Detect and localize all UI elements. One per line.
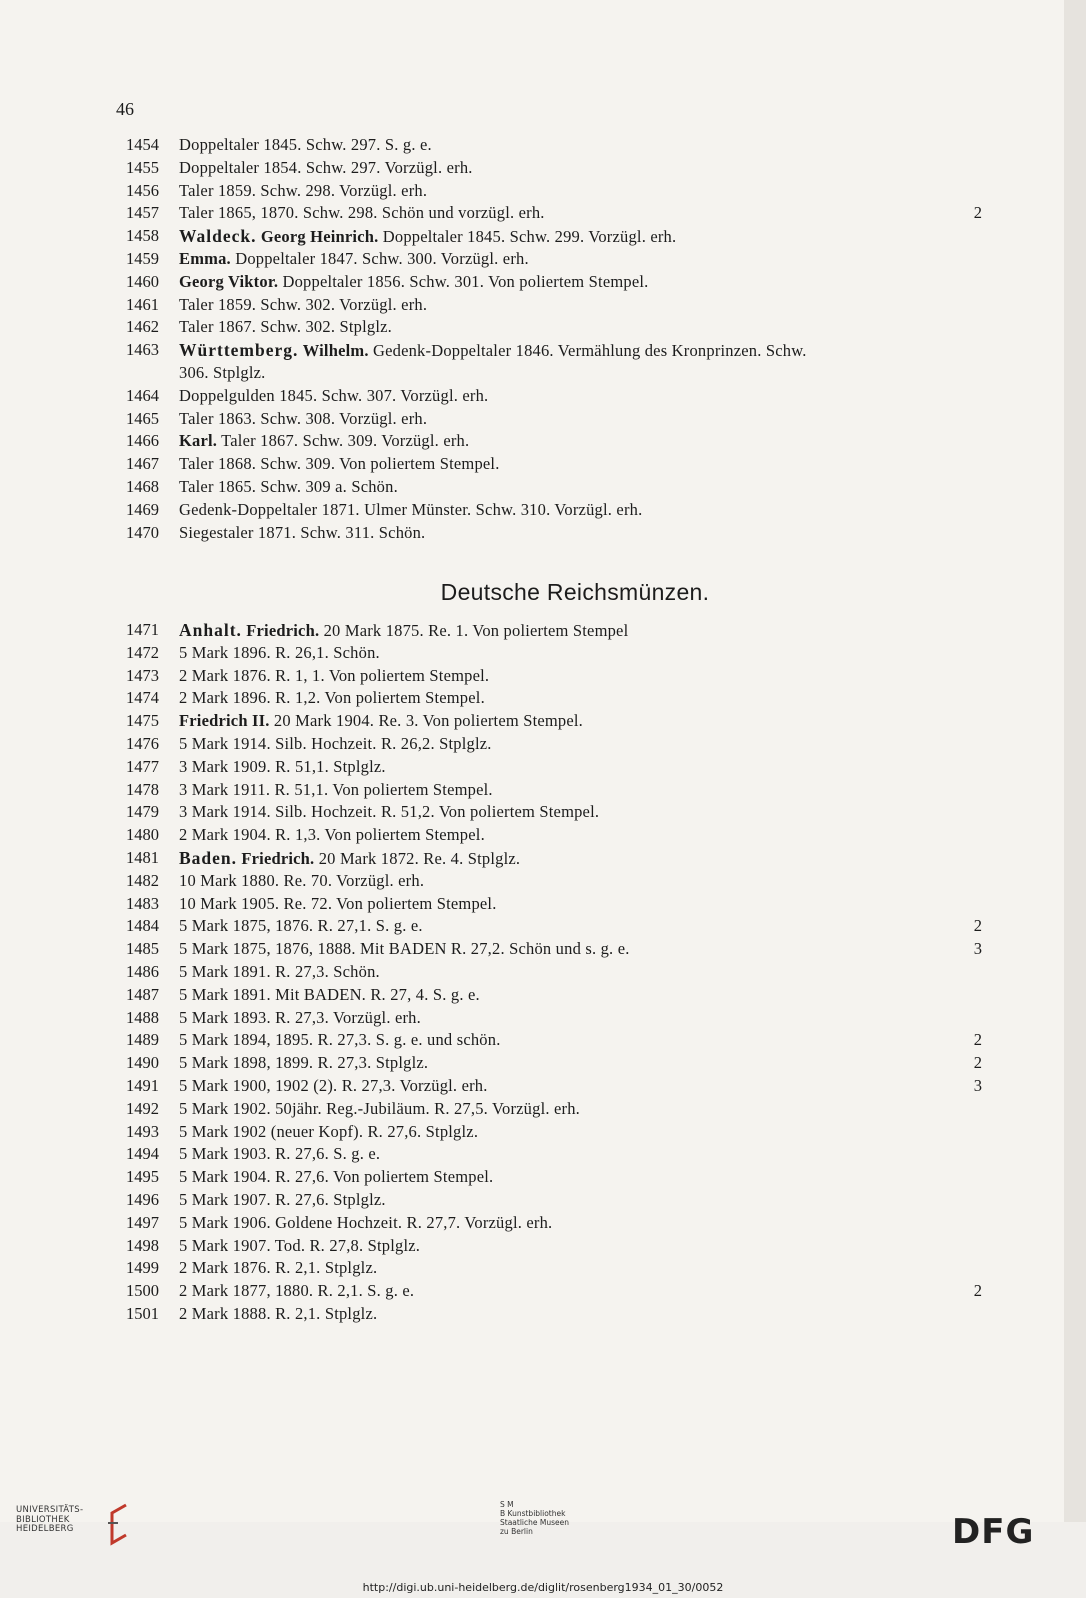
description-text: Doppeltaler 1847. Schw. 300. Vorzügl. erh. <box>230 249 529 268</box>
lot-description <box>179 1189 386 1211</box>
lot-number: 1498 <box>126 1235 159 1255</box>
lot-number: 1469 <box>126 499 159 519</box>
lot-number: 1471 <box>126 620 159 639</box>
region-heading: Anhalt. <box>179 620 242 640</box>
lot-description <box>179 134 432 156</box>
lot-number: 1486 <box>126 962 159 981</box>
lot-description <box>179 476 398 498</box>
lot-description <box>179 157 473 179</box>
lot-number: 1477 <box>126 756 159 776</box>
region-heading: Baden. <box>179 848 238 868</box>
museum-logo[interactable] <box>500 1500 569 1536</box>
lot-number: 1456 <box>126 180 159 200</box>
lot-number: 1494 <box>126 1144 159 1164</box>
lot-description <box>179 801 599 823</box>
lot-number: 1480 <box>126 825 159 845</box>
lot-number: 1474 <box>126 688 159 708</box>
lot-number: 1501 <box>126 1304 159 1323</box>
description-text: Taler 1859. Schw. 298. Vorzügl. erh. <box>179 180 428 200</box>
lot-quantity: 2 <box>973 1030 982 1050</box>
library-logo-icon <box>106 1503 128 1547</box>
lot-number: 1461 <box>126 294 159 314</box>
lot-number: 1468 <box>126 477 159 496</box>
lot-description <box>179 984 480 1006</box>
lot-description <box>179 687 485 709</box>
lot-number: 1475 <box>126 711 159 731</box>
region-heading: Waldeck. <box>179 226 257 247</box>
page-edge <box>1064 0 1086 1522</box>
lot-description <box>179 847 520 870</box>
museum-logo-line: Staatliche Museen <box>500 1518 569 1527</box>
lot-description <box>179 1143 380 1165</box>
lot-number: 1454 <box>126 135 159 154</box>
lot-description <box>179 1052 428 1074</box>
lot-description <box>179 1212 552 1234</box>
lot-description <box>179 1098 580 1120</box>
description-text: 20 Mark 1904. Re. 3. Von poliertem Stempel. <box>269 711 584 731</box>
lot-description <box>179 1007 421 1029</box>
description-text: Doppeltaler 1854. Schw. 297. Vorzügl. erh. <box>179 157 473 177</box>
description-text: Doppeltaler 1845. Schw. 299. Vorzügl. erh. <box>378 227 677 247</box>
description-text: 2 Mark 1888. R. 2,1. Stplglz. <box>179 1304 378 1323</box>
description-text: Doppeltaler 1845. Schw. 297. S. g. e. <box>179 135 432 154</box>
lot-description <box>179 1257 377 1279</box>
description-text: 2 Mark 1877, 1880. R. 2,1. S. g. e. <box>179 1281 415 1301</box>
lot-number: 1470 <box>126 522 159 542</box>
lot-number: 1496 <box>126 1190 159 1209</box>
lot-quantity: 3 <box>973 939 982 959</box>
lot-description <box>179 915 423 937</box>
lot-number: 1466 <box>126 431 159 451</box>
ruler-name: Wilhelm. <box>302 341 369 361</box>
lot-description <box>179 408 427 430</box>
lot-number: 1481 <box>126 848 159 867</box>
lot-number: 1467 <box>126 454 159 474</box>
description-text: 3 Mark 1914. Silb. Hochzeit. R. 51,2. Von poliertem Stempel. <box>179 802 600 822</box>
lot-number: 1499 <box>126 1258 159 1278</box>
description-text: 5 Mark 1907. Tod. R. 27,8. Stplglz. <box>179 1235 421 1255</box>
library-logo-line: UNIVERSITÄTS- <box>16 1505 84 1515</box>
lot-number: 1457 <box>126 203 159 223</box>
description-text: Taler 1863. Schw. 308. Vorzügl. erh. <box>179 408 428 428</box>
lot-number: 1463 <box>126 340 159 360</box>
lot-description <box>179 642 380 664</box>
description-text: Siegestaler 1871. Schw. 311. Schön. <box>179 522 426 542</box>
library-logo-line: HEIDELBERG <box>16 1524 74 1534</box>
lot-number: 1497 <box>126 1212 159 1232</box>
description-text: 5 Mark 1903. R. 27,6. S. g. e. <box>179 1144 381 1164</box>
lot-description <box>179 1075 488 1097</box>
ruler-name: Karl. <box>179 431 218 451</box>
lot-description <box>179 248 529 270</box>
lot-description <box>179 180 427 202</box>
description-text: Gedenk-Doppeltaler 1871. Ulmer Münster. Schw. 310. Vorzügl. erh. <box>179 499 643 519</box>
section-title: Deutsche Reichsmünzen. <box>440 579 710 605</box>
lot-description <box>179 733 492 755</box>
lot-description <box>179 1166 493 1188</box>
lot-description-continued: 306. Stplglz. <box>179 363 266 382</box>
lot-number: 1492 <box>126 1098 159 1118</box>
description-text: 5 Mark 1906. Goldene Hochzeit. R. 27,7. Vorzügl. erh. <box>179 1212 553 1232</box>
description-text: Taler 1867. Schw. 309. Vorzügl. erh. <box>217 431 470 451</box>
museum-logo-line: B Kunstbibliothek <box>500 1509 566 1518</box>
lot-description <box>179 522 425 544</box>
lot-description <box>179 271 648 293</box>
lot-number: 1479 <box>126 802 159 822</box>
description-text: 5 Mark 1875, 1876, 1888. Mit BADEN R. 27,2. Schön und s. g. e. <box>179 939 630 959</box>
ruler-name: Friedrich. <box>246 621 320 640</box>
lot-description <box>179 499 642 521</box>
lot-description <box>179 453 500 475</box>
lot-description <box>179 1121 478 1143</box>
region-heading: Württemberg. <box>179 340 299 361</box>
description-text: 3 Mark 1911. R. 51,1. Von poliertem Stempel. <box>179 779 493 799</box>
description-text: Taler 1865, 1870. Schw. 298. Schön und vorzügl. erh. <box>179 203 545 223</box>
lot-description <box>179 824 485 846</box>
lot-quantity: 2 <box>973 1053 982 1073</box>
lot-quantity: 3 <box>973 1076 982 1095</box>
permalink-url[interactable]: http://digi.ub.uni-heidelberg.de/diglit/rosenberg1934_01_30/0052 <box>362 1581 724 1594</box>
description-text: 2 Mark 1876. R. 1, 1. Von poliertem Stempel. <box>179 665 490 685</box>
description-text: 5 Mark 1907. R. 27,6. Stplglz. <box>179 1190 386 1209</box>
description-text: Taler 1865. Schw. 309 a. Schön. <box>179 477 398 496</box>
lot-description <box>179 710 583 732</box>
lot-description <box>179 1303 377 1325</box>
lot-description <box>179 202 545 224</box>
description-text: 5 Mark 1893. R. 27,3. Vorzügl. erh. <box>179 1007 421 1027</box>
lot-quantity: 2 <box>973 916 982 936</box>
description-text: Doppeltaler 1856. Schw. 301. Von poliertem Stempel. <box>278 271 649 291</box>
lot-number: 1472 <box>126 642 159 662</box>
description-text: 2 Mark 1896. R. 1,2. Von poliertem Stempel. <box>179 688 485 708</box>
lot-description <box>179 1029 501 1051</box>
lot-quantity: 2 <box>973 203 982 223</box>
description-text: 10 Mark 1905. Re. 72. Von poliertem Stempel. <box>179 893 497 913</box>
lot-description <box>179 938 630 960</box>
description-text: Taler 1868. Schw. 309. Von poliertem Stempel. <box>179 454 500 474</box>
dfg-logo[interactable]: DFG <box>952 1512 1035 1552</box>
lot-number: 1490 <box>126 1053 159 1073</box>
ruler-name: Georg Heinrich. <box>260 227 379 247</box>
description-text: 5 Mark 1904. R. 27,6. Von poliertem Stempel. <box>179 1167 494 1187</box>
description-text: Taler 1867. Schw. 302. Stplglz. <box>179 317 392 337</box>
lot-description <box>179 430 469 452</box>
description-text: 10 Mark 1880. Re. 70. Vorzügl. erh. <box>179 870 425 890</box>
description-text: 2 Mark 1904. R. 1,3. Von poliertem Stempel. <box>179 825 485 845</box>
lot-number: 1476 <box>126 734 159 753</box>
lot-description <box>179 1280 414 1302</box>
ruler-name: Friedrich II. <box>179 711 270 731</box>
page-number: 46 <box>116 99 134 119</box>
lot-number: 1465 <box>126 408 159 428</box>
library-logo-line: BIBLIOTHEK <box>16 1514 70 1525</box>
lot-description <box>179 1235 420 1257</box>
ruler-name: Georg Viktor. <box>179 271 279 291</box>
lot-quantity: 2 <box>973 1281 982 1301</box>
lot-number: 1460 <box>126 271 159 291</box>
description-text: 5 Mark 1902 (neuer Kopf). R. 27,6. Stplglz. <box>179 1121 479 1141</box>
description-text: 5 Mark 1902. 50jähr. Reg.-Jubiläum. R. 27,5. Vorzügl. erh. <box>179 1098 580 1118</box>
lot-number: 1493 <box>126 1121 159 1141</box>
ruler-name: Emma. <box>179 249 231 268</box>
description-text: 5 Mark 1875, 1876. R. 27,1. S. g. e. <box>179 916 423 936</box>
museum-logo-line: S M <box>500 1500 514 1509</box>
lot-number: 1455 <box>126 157 159 177</box>
lot-number: 1458 <box>126 226 159 246</box>
description-text: 5 Mark 1900, 1902 (2). R. 27,3. Vorzügl. erh. <box>179 1076 488 1095</box>
lot-number: 1491 <box>126 1076 159 1095</box>
lot-description <box>179 779 493 801</box>
lot-number: 1482 <box>126 870 159 890</box>
description-text: 20 Mark 1875. Re. 1. Von poliertem Stempel <box>319 621 629 640</box>
lot-description <box>179 961 380 983</box>
lot-number: 1489 <box>126 1030 159 1050</box>
description-text: 5 Mark 1891. R. 27,3. Schön. <box>179 962 380 981</box>
lot-number: 1459 <box>126 249 159 268</box>
description-text: 5 Mark 1894, 1895. R. 27,3. S. g. e. und schön. <box>179 1030 501 1050</box>
lot-number: 1473 <box>126 665 159 685</box>
lot-description <box>179 665 489 687</box>
lot-description <box>179 870 424 892</box>
description-text: 5 Mark 1896. R. 26,1. Schön. <box>179 642 380 662</box>
lot-number: 1500 <box>126 1281 159 1301</box>
library-logo[interactable] <box>16 1506 83 1535</box>
description-text: Gedenk-Doppeltaler 1846. Vermählung des Kronprinzen. Schw. <box>368 341 807 361</box>
lot-description <box>179 893 497 915</box>
lot-number: 1462 <box>126 317 159 337</box>
description-text: 20 Mark 1872. Re. 4. Stplglz. <box>314 849 521 868</box>
description-text: 5 Mark 1891. Mit BADEN. R. 27, 4. S. g. e. <box>179 984 480 1004</box>
lot-number: 1484 <box>126 916 159 936</box>
description-text: Doppelgulden 1845. Schw. 307. Vorzügl. erh. <box>179 385 489 405</box>
lot-description <box>179 619 628 642</box>
ruler-name: Friedrich. <box>241 849 315 868</box>
lot-description <box>179 316 392 338</box>
description-text: 5 Mark 1914. Silb. Hochzeit. R. 26,2. Stplglz. <box>179 734 492 753</box>
description-text: 2 Mark 1876. R. 2,1. Stplglz. <box>179 1258 378 1278</box>
lot-number: 1495 <box>126 1167 159 1187</box>
description-text: Taler 1859. Schw. 302. Vorzügl. erh. <box>179 294 428 314</box>
lot-number: 1485 <box>126 939 159 959</box>
lot-number: 1464 <box>126 385 159 405</box>
lot-number: 1487 <box>126 984 159 1004</box>
lot-description <box>179 294 427 316</box>
lot-number: 1488 <box>126 1007 159 1027</box>
lot-description <box>179 385 488 407</box>
description-text: 5 Mark 1898, 1899. R. 27,3. Stplglz. <box>179 1053 429 1073</box>
lot-number: 1478 <box>126 779 159 799</box>
lot-number: 1483 <box>126 893 159 913</box>
description-text: 3 Mark 1909. R. 51,1. Stplglz. <box>179 756 386 776</box>
lot-description <box>179 339 807 362</box>
lot-description <box>179 756 386 778</box>
museum-logo-line: zu Berlin <box>500 1527 533 1536</box>
lot-description <box>179 225 676 248</box>
